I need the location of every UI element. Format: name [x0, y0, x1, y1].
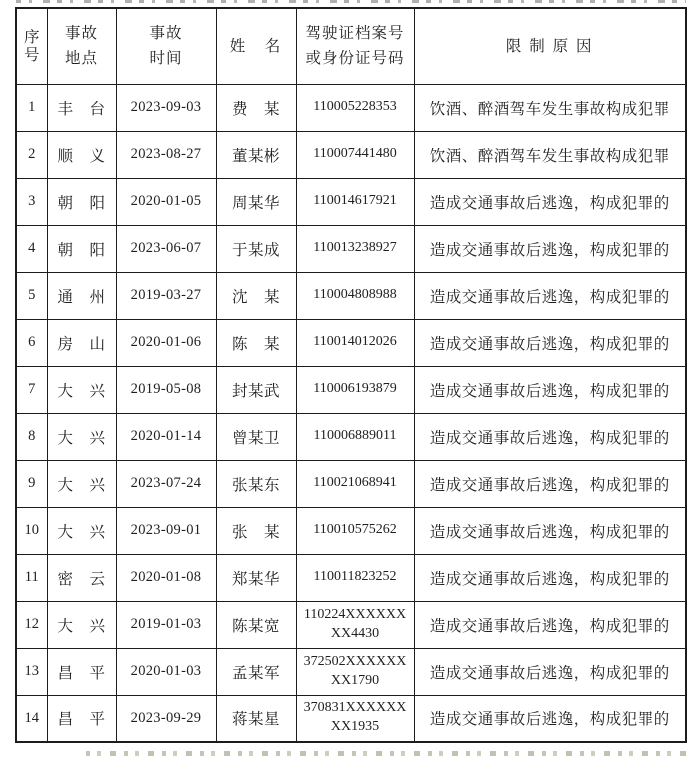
- cell-accident-location: 朝 阳: [47, 225, 116, 272]
- cell-license-number: 370831XXXXXXXX1935: [296, 695, 414, 742]
- cell-name: 陈某宽: [216, 601, 296, 648]
- cell-restriction-reason: 造成交通事故后逃逸，构成犯罪的: [414, 178, 686, 225]
- cell-license-number: 110010575262: [296, 507, 414, 554]
- cell-serial-number: 8: [16, 413, 47, 460]
- cell-accident-location: 密 云: [47, 554, 116, 601]
- cell-restriction-reason: 造成交通事故后逃逸，构成犯罪的: [414, 366, 686, 413]
- cell-license-number: 110006889011: [296, 413, 414, 460]
- header-text: 限 制 原 因: [505, 37, 594, 55]
- header-text: 序: [23, 28, 40, 46]
- table-row: [16, 131, 686, 178]
- cell-restriction-reason: 造成交通事故后逃逸，构成犯罪的: [414, 225, 686, 272]
- cell-serial-number: 2: [16, 131, 47, 178]
- cell-name: 沈 某: [216, 272, 296, 319]
- cropped-text-top: [16, 0, 686, 3]
- header-text: 姓 名: [229, 37, 283, 55]
- col-header-license: [296, 8, 414, 84]
- cell-accident-time: 2019-03-27: [116, 272, 216, 319]
- header-text: 时间: [149, 50, 183, 68]
- cell-name: 封某武: [216, 366, 296, 413]
- table-row: [16, 84, 686, 131]
- cell-serial-number: 11: [16, 554, 47, 601]
- cell-accident-time: 2020-01-05: [116, 178, 216, 225]
- cell-restriction-reason: 造成交通事故后逃逸，构成犯罪的: [414, 648, 686, 695]
- cell-accident-time: 2023-09-29: [116, 695, 216, 742]
- cell-serial-number: 3: [16, 178, 47, 225]
- header-text: 号: [23, 46, 40, 64]
- cell-restriction-reason: 造成交通事故后逃逸，构成犯罪的: [414, 272, 686, 319]
- cell-name: 蒋某星: [216, 695, 296, 742]
- cell-name: 张某东: [216, 460, 296, 507]
- cropped-text-bottom: [86, 751, 694, 756]
- cell-accident-time: 2020-01-06: [116, 319, 216, 366]
- cell-license-number: 110011823252: [296, 554, 414, 601]
- cell-accident-location: 昌 平: [47, 648, 116, 695]
- cell-accident-location: 昌 平: [47, 695, 116, 742]
- cell-name: 曾某卫: [216, 413, 296, 460]
- header-text: 地点: [64, 50, 98, 68]
- cell-accident-time: 2023-08-27: [116, 131, 216, 178]
- cell-license-number: 110014012026: [296, 319, 414, 366]
- cell-name: 于某成: [216, 225, 296, 272]
- header-row: [16, 8, 686, 84]
- table-row: [16, 695, 686, 742]
- cell-accident-location: 大 兴: [47, 460, 116, 507]
- cell-accident-time: 2023-06-07: [116, 225, 216, 272]
- cell-license-number: 110013238927: [296, 225, 414, 272]
- cell-accident-time: 2020-01-08: [116, 554, 216, 601]
- col-header-serial: [16, 8, 47, 84]
- cell-serial-number: 13: [16, 648, 47, 695]
- cell-accident-location: 丰 台: [47, 84, 116, 131]
- cell-accident-location: 朝 阳: [47, 178, 116, 225]
- cell-name: 孟某军: [216, 648, 296, 695]
- cell-name: 费 某: [216, 84, 296, 131]
- cell-license-number: 110005228353: [296, 84, 414, 131]
- table-row: [16, 319, 686, 366]
- cell-license-number: 110014617921: [296, 178, 414, 225]
- cell-accident-time: 2023-09-03: [116, 84, 216, 131]
- table-body: [16, 84, 686, 742]
- cell-accident-location: 顺 义: [47, 131, 116, 178]
- cell-restriction-reason: 造成交通事故后逃逸，构成犯罪的: [414, 460, 686, 507]
- table-row: [16, 601, 686, 648]
- cell-accident-location: 大 兴: [47, 366, 116, 413]
- cell-accident-location: 通 州: [47, 272, 116, 319]
- header-text: 事故: [149, 25, 183, 43]
- cell-name: 张 某: [216, 507, 296, 554]
- cell-restriction-reason: 造成交通事故后逃逸，构成犯罪的: [414, 413, 686, 460]
- cell-accident-time: 2023-07-24: [116, 460, 216, 507]
- cell-accident-time: 2019-01-03: [116, 601, 216, 648]
- cell-name: 周某华: [216, 178, 296, 225]
- cell-name: 董某彬: [216, 131, 296, 178]
- col-header-reason: [414, 8, 686, 84]
- header-text: 驾驶证档案号: [305, 25, 405, 43]
- table-row: [16, 178, 686, 225]
- cell-accident-location: 大 兴: [47, 507, 116, 554]
- cell-accident-location: 大 兴: [47, 601, 116, 648]
- table-row: [16, 366, 686, 413]
- cell-serial-number: 6: [16, 319, 47, 366]
- cell-serial-number: 5: [16, 272, 47, 319]
- cell-accident-time: 2020-01-14: [116, 413, 216, 460]
- table-row: [16, 648, 686, 695]
- col-header-location: [47, 8, 116, 84]
- cell-serial-number: 4: [16, 225, 47, 272]
- header-text: 或身份证号码: [305, 50, 405, 68]
- header-text: 事故: [64, 25, 98, 43]
- cell-serial-number: 9: [16, 460, 47, 507]
- table-row: [16, 460, 686, 507]
- cell-restriction-reason: 造成交通事故后逃逸，构成犯罪的: [414, 695, 686, 742]
- cell-serial-number: 1: [16, 84, 47, 131]
- table-row: [16, 413, 686, 460]
- table-row: [16, 272, 686, 319]
- cell-license-number: 110006193879: [296, 366, 414, 413]
- cell-restriction-reason: 造成交通事故后逃逸，构成犯罪的: [414, 507, 686, 554]
- cell-restriction-reason: 造成交通事故后逃逸，构成犯罪的: [414, 601, 686, 648]
- cell-license-number: 110007441480: [296, 131, 414, 178]
- cell-license-number: 110224XXXXXXXX4430: [296, 601, 414, 648]
- cell-name: 陈 某: [216, 319, 296, 366]
- cell-accident-time: 2019-05-08: [116, 366, 216, 413]
- cell-restriction-reason: 饮酒、醉酒驾车发生事故构成犯罪: [414, 131, 686, 178]
- cell-serial-number: 14: [16, 695, 47, 742]
- cell-accident-time: 2020-01-03: [116, 648, 216, 695]
- table-row: [16, 225, 686, 272]
- cell-license-number: 110004808988: [296, 272, 414, 319]
- cell-accident-location: 大 兴: [47, 413, 116, 460]
- col-header-name: [216, 8, 296, 84]
- cell-accident-time: 2023-09-01: [116, 507, 216, 554]
- table-row: [16, 554, 686, 601]
- cell-accident-location: 房 山: [47, 319, 116, 366]
- cell-license-number: 372502XXXXXXXX1790: [296, 648, 414, 695]
- cell-license-number: 110021068941: [296, 460, 414, 507]
- cell-serial-number: 7: [16, 366, 47, 413]
- license-restriction-table: [15, 7, 687, 743]
- cell-name: 郑某华: [216, 554, 296, 601]
- cell-restriction-reason: 造成交通事故后逃逸，构成犯罪的: [414, 319, 686, 366]
- cell-serial-number: 12: [16, 601, 47, 648]
- table-row: [16, 507, 686, 554]
- cell-restriction-reason: 造成交通事故后逃逸，构成犯罪的: [414, 554, 686, 601]
- cell-restriction-reason: 饮酒、醉酒驾车发生事故构成犯罪: [414, 84, 686, 131]
- cell-serial-number: 10: [16, 507, 47, 554]
- col-header-time: [116, 8, 216, 84]
